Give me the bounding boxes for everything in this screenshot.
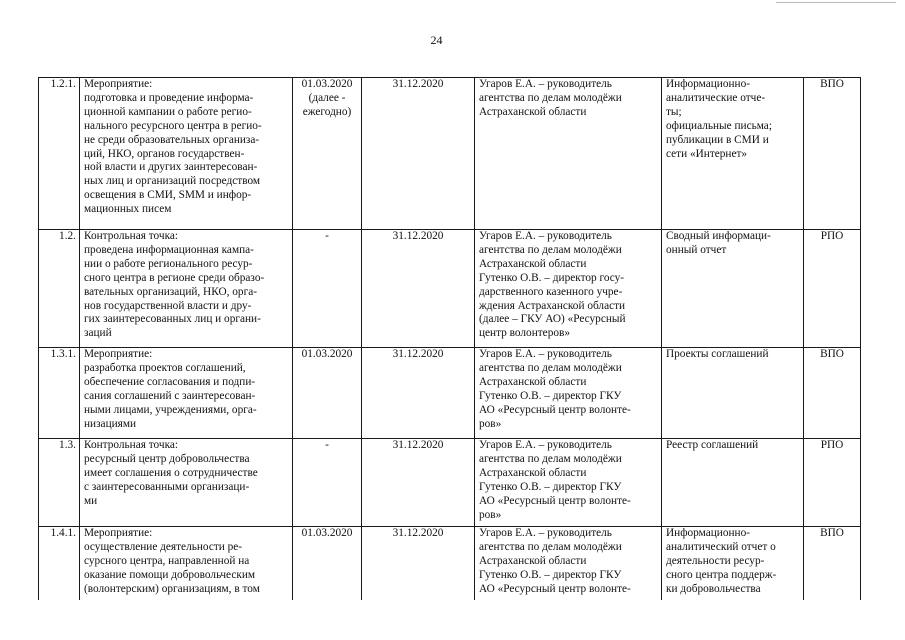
table-row bbox=[39, 348, 861, 439]
activity-cell bbox=[80, 78, 293, 230]
level-code: РПО bbox=[804, 230, 861, 348]
end-date: 31.12.2020 bbox=[362, 439, 475, 527]
row-label: Контрольная точка: bbox=[84, 439, 179, 451]
responsible-cell bbox=[475, 439, 662, 527]
result-cell bbox=[662, 78, 804, 230]
responsible-text: Угаров Е.А. – руководитель агентства по делам молодёжи Астраханской области bbox=[479, 78, 622, 118]
activity-cell bbox=[80, 230, 293, 348]
activity-text: ресурсный центр добровольчества имеет соглашения о сотрудничестве с заинтересованными организаци- ми bbox=[84, 452, 258, 507]
result-cell bbox=[662, 527, 804, 600]
activity-cell bbox=[80, 527, 293, 600]
table-row bbox=[39, 78, 861, 230]
top-divider bbox=[776, 2, 896, 3]
activity-text: разработка проектов соглашений, обеспечение согласования и подпи- сания соглашений с заинтересован- ными лицами, учреждениями, орга- низациями bbox=[84, 361, 257, 430]
responsible-cell bbox=[475, 527, 662, 600]
result-text: Реестр соглашений bbox=[666, 439, 759, 451]
responsible-text: Угаров Е.А. – руководитель агентства по делам молодёжи Астраханской области Гутенко О.В. – директор ГКУ АО «Ресурсный центр волонте- ров» bbox=[479, 348, 631, 430]
start-date bbox=[293, 230, 362, 348]
result-cell bbox=[662, 348, 804, 439]
responsible-cell bbox=[475, 78, 662, 230]
row-number: 1.3.1. bbox=[39, 348, 80, 439]
result-cell bbox=[662, 230, 804, 348]
row-number: 1.2.1. bbox=[39, 78, 80, 230]
page-number: 24 bbox=[430, 33, 443, 47]
start-date-text: - bbox=[325, 230, 329, 242]
table-row bbox=[39, 527, 861, 600]
plan-table bbox=[38, 77, 861, 600]
start-date bbox=[293, 78, 362, 230]
start-date-text: 01.03.2020 (далее - ежегодно) bbox=[301, 78, 353, 118]
row-label: Мероприятие: bbox=[84, 527, 153, 539]
table-row bbox=[39, 230, 861, 348]
row-label: Мероприятие: bbox=[84, 348, 153, 360]
end-date: 31.12.2020 bbox=[362, 527, 475, 600]
result-text: Информационно- аналитический отчет о деятельности ресур- сного центра поддерж- ки добровольчества bbox=[666, 527, 777, 595]
row-number: 1.4.1. bbox=[39, 527, 80, 600]
end-date: 31.12.2020 bbox=[362, 78, 475, 230]
start-date-text: 01.03.2020 bbox=[301, 348, 353, 360]
responsible-cell bbox=[475, 348, 662, 439]
start-date bbox=[293, 527, 362, 600]
row-number: 1.2. bbox=[39, 230, 80, 348]
table-row bbox=[39, 439, 861, 527]
start-date-text: - bbox=[325, 439, 329, 451]
end-date: 31.12.2020 bbox=[362, 348, 475, 439]
start-date bbox=[293, 439, 362, 527]
start-date-text: 01.03.2020 bbox=[301, 527, 353, 539]
level-code: ВПО bbox=[804, 78, 861, 230]
activity-text: осуществление деятельности ре- сурсного центра, направленной на оказание помощи добровольческим (волонтерским) организациям, в том bbox=[84, 540, 260, 595]
row-label: Контрольная точка: bbox=[84, 230, 179, 242]
level-code: ВПО bbox=[804, 527, 861, 600]
row-label: Мероприятие: bbox=[84, 78, 153, 90]
result-text: Сводный информаци- онный отчет bbox=[666, 230, 771, 256]
activity-cell bbox=[80, 439, 293, 527]
level-code: РПО bbox=[804, 439, 861, 527]
level-code: ВПО bbox=[804, 348, 861, 439]
activity-text: подготовка и проведение информа- ционной кампании о работе регио- нального ресурсного центра в регио- не среди образовательных организа- ций, НКО, органов государствен- ной власти и других заинтересован- ных лиц и организаций посредством освещения в СМИ, SMM и инфор- мационных писем bbox=[84, 91, 262, 216]
end-date: 31.12.2020 bbox=[362, 230, 475, 348]
row-number: 1.3. bbox=[39, 439, 80, 527]
responsible-text: Угаров Е.А. – руководитель агентства по делам молодёжи Астраханской области Гутенко О.В. – директор ГКУ АО «Ресурсный центр волонте- ров» bbox=[479, 439, 631, 521]
activity-cell bbox=[80, 348, 293, 439]
responsible-text: Угаров Е.А. – руководитель агентства по делам молодёжи Астраханской области Гутенко О.В. – директор ГКУ АО «Ресурсный центр волонте- bbox=[479, 527, 631, 595]
responsible-text: Угаров Е.А. – руководитель агентства по делам молодёжи Астраханской области Гутенко О.В. – директор госу- дарственного казенного учре- ждения Астраханской области (далее – ГКУ АО) «Ресурсный центр волонтеров» bbox=[479, 230, 626, 340]
result-text: Проекты соглашений bbox=[666, 348, 769, 360]
start-date bbox=[293, 348, 362, 439]
responsible-cell bbox=[475, 230, 662, 348]
activity-text: проведена информационная кампа- нии о работе регионального ресур- сного центра в регионе среди образо- вательных организаций, НКО, орга- нов государственной власти и дру- гих заинтересованных лиц и органи- заций bbox=[84, 243, 265, 340]
result-cell bbox=[662, 439, 804, 527]
result-text: Информационно- аналитические отче- ты; официальные письма; публикации в СМИ и сети «Интернет» bbox=[666, 78, 772, 160]
